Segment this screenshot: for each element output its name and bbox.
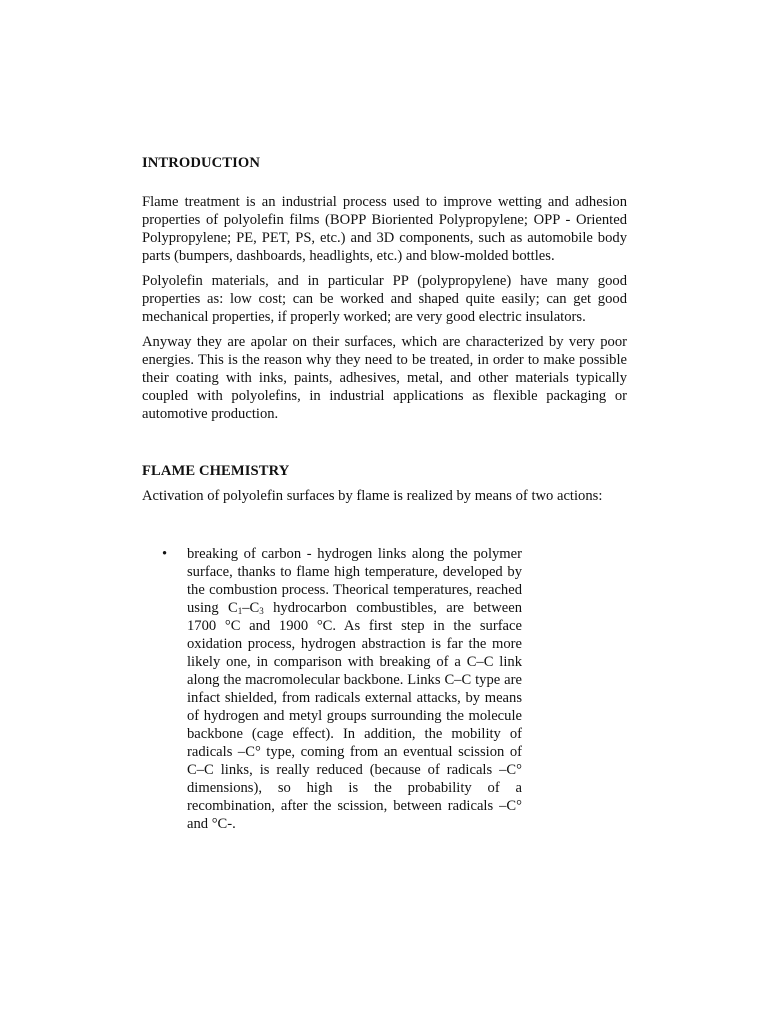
subscript-3: 3 — [259, 606, 264, 616]
flame-chemistry-intro: Activation of polyolefin surfaces by flame is realized by means of two actions: — [142, 488, 603, 504]
intro-paragraph-1: Flame treatment is an industrial process used to improve wetting and adhesion properties of polyolefin films (BOPP Bioriented Polypropylene; OPP - Oriented Polypropylene; PE, PET, PS, etc.) and 3D components, such as automobile body parts (bumpers, dashboards, headlights, etc.) and blow-molded bottles. — [142, 194, 627, 264]
bullet-text-part-3: hydrocarbon combustibles, are between 1700 °C and 1900 °C. As first step in the surface oxidation process, hydrogen abstraction is far the more likely one, in comparison with breaking of a C–C link along the macromolecular backbone. Links C–C type are infact shielded, from radicals external attacks, by means of hydrogen and metyl groups surrounding the molecule backbone (cage effect). In addition, the mobility of radicals –C° type, coming from an eventual scission of C–C links, is really reduced (because of radicals –C° dimensions), so high is the probability of a recombination, after the scission, between radicals –C° and °C-. — [187, 600, 522, 832]
intro-paragraph-3: Anyway they are apolar on their surfaces, which are characterized by very poor energies. This is the reason why they need to be treated, in order to make possible their coating with inks, paints, adhesives, metal, and other materials typically coupled with polyolefins, in industrial applications as flexible packaging or automotive production. — [142, 334, 627, 422]
flame-chemistry-heading: FLAME CHEMISTRY — [142, 463, 290, 479]
actions-list — [160, 545, 522, 833]
introduction-heading: INTRODUCTION — [142, 155, 260, 171]
bullet-text-part-1: breaking of carbon - hydrogen links along the polymer surface, thanks to flame high temperature, developed by the combustion process. Theorical temperatures, reached using C — [187, 546, 522, 616]
bullet-icon: • — [162, 546, 168, 562]
bullet-text-part-2: –C — [242, 600, 260, 616]
bullet-text — [187, 545, 522, 833]
list-item — [160, 545, 522, 833]
subscript-1: 1 — [237, 606, 243, 616]
intro-paragraph-2: Polyolefin materials, and in particular PP (polypropylene) have many good properties as: low cost; can be worked and shaped quite easily; can get good mechanical properties, if properly worked; are very good electric insulators. — [142, 273, 627, 325]
